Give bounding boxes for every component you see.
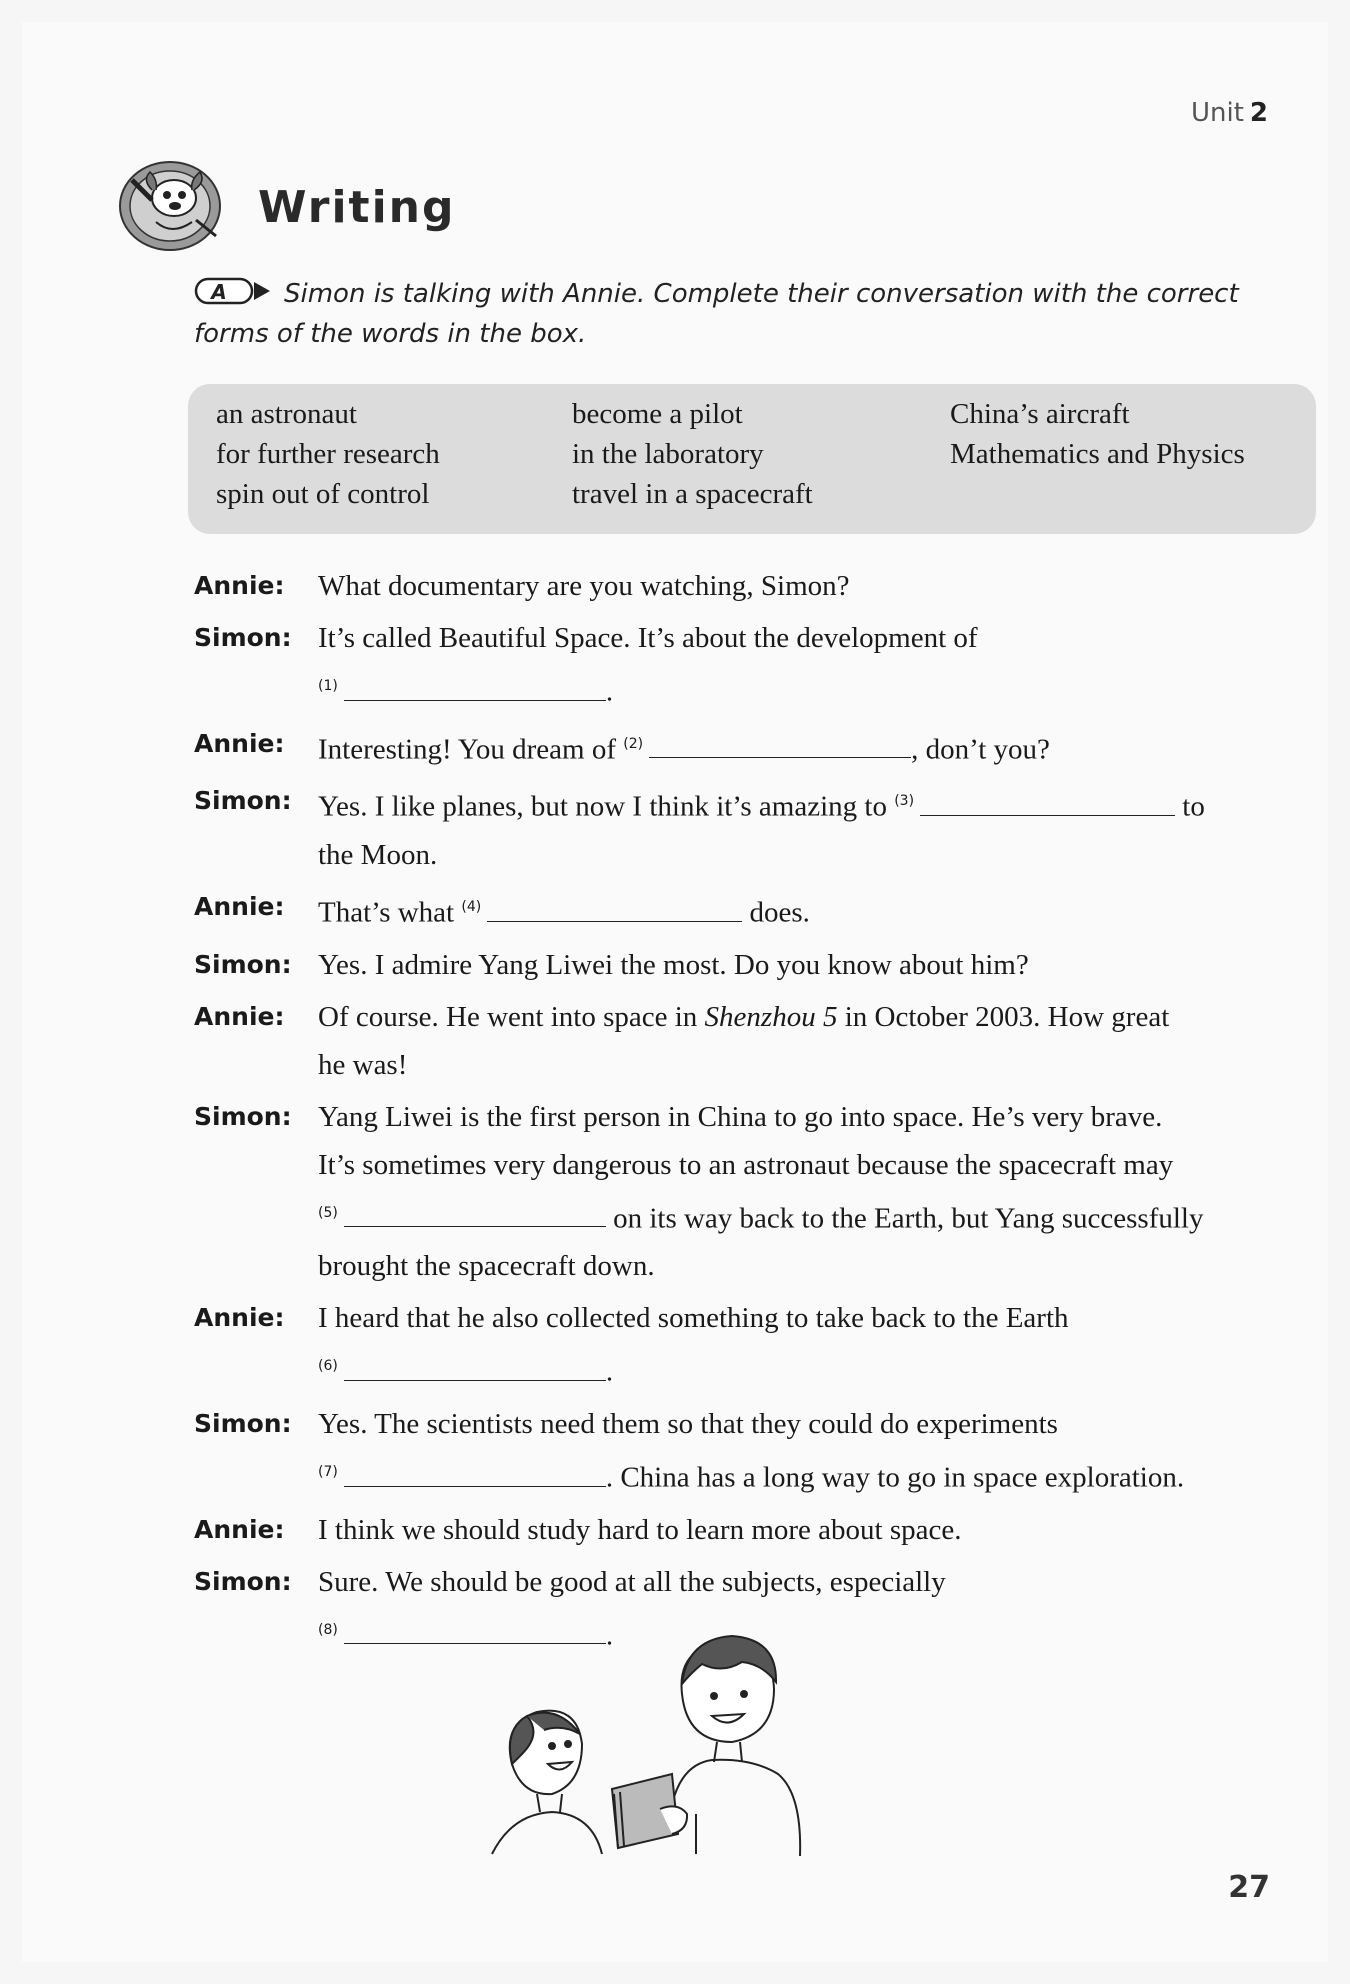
section-title: Writing bbox=[258, 182, 456, 233]
speaker-label: Simon: bbox=[194, 1566, 292, 1596]
dialogue-line bbox=[194, 941, 1324, 989]
speech-text: . bbox=[605, 1355, 614, 1388]
blank-number: (2) bbox=[623, 735, 644, 752]
blank-number: (8) bbox=[318, 1621, 338, 1638]
blank-number: (4) bbox=[461, 898, 482, 915]
speech-text: to bbox=[1182, 790, 1205, 823]
dialogue-line bbox=[194, 777, 1324, 879]
svg-text:A: A bbox=[211, 280, 227, 304]
unit-label: Unit 2 bbox=[1190, 98, 1268, 128]
speaker-label: Simon: bbox=[194, 1101, 292, 1131]
spacecraft-name: Shenzhou 5 bbox=[704, 1000, 838, 1033]
speech-text: It’s called Beautiful Space. It’s about the development of bbox=[318, 622, 978, 654]
speaker-label: Annie: bbox=[194, 1303, 285, 1333]
speech-text: brought the spacecraft down. bbox=[318, 1250, 655, 1283]
speech-text: in October 2003. How great bbox=[844, 1000, 1170, 1033]
speech-text: I think we should study hard to learn more about space. bbox=[318, 1513, 962, 1546]
speech-text: . bbox=[605, 675, 614, 708]
speech-text: What documentary are you watching, Simon? bbox=[318, 570, 850, 602]
astronaut-dog-icon bbox=[112, 150, 232, 254]
answer-blank-2[interactable] bbox=[649, 733, 911, 758]
word-item: Mathematics and Physics bbox=[950, 438, 1245, 470]
speech-text: Yes. The scientists need them so that they could do experiments bbox=[318, 1407, 1058, 1440]
answer-blank-4[interactable] bbox=[487, 897, 742, 922]
dialogue bbox=[194, 562, 1324, 1659]
speaker-label: Simon: bbox=[194, 623, 292, 652]
blank-number: (6) bbox=[318, 1358, 338, 1375]
speech-text: the Moon. bbox=[318, 838, 438, 871]
speech-text: . bbox=[605, 1619, 614, 1652]
speech-text: That’s what bbox=[318, 896, 455, 929]
answer-blank-6[interactable] bbox=[344, 1356, 606, 1381]
dialogue-line bbox=[194, 883, 1324, 937]
blank-number: (7) bbox=[318, 1463, 338, 1480]
speaker-label: Annie: bbox=[194, 1514, 285, 1544]
speech-text: Sure. We should be good at all the subjects, especially bbox=[318, 1565, 946, 1598]
word-item: China’s aircraft bbox=[950, 398, 1130, 430]
word-box-column-2 bbox=[572, 394, 813, 514]
speaker-label: Annie: bbox=[194, 891, 285, 921]
answer-blank-7[interactable] bbox=[344, 1462, 606, 1487]
speaker-label: Simon: bbox=[194, 1408, 292, 1438]
speech-text: Yes. I admire Yang Liwei the most. Do you know about him? bbox=[318, 948, 1029, 981]
word-box-column-3 bbox=[950, 394, 1245, 474]
dialogue-line bbox=[194, 720, 1324, 774]
annie-and-simon-illustration bbox=[482, 1634, 862, 1864]
dialogue-line bbox=[194, 1294, 1324, 1396]
word-item: for further research bbox=[216, 438, 440, 470]
speech-text: he was! bbox=[318, 1048, 408, 1081]
dialogue-line bbox=[194, 1093, 1324, 1291]
exercise-instruction bbox=[194, 274, 1304, 354]
blank-number: (5) bbox=[318, 1204, 338, 1221]
word-item: in the laboratory bbox=[572, 438, 764, 470]
dialogue-line bbox=[194, 614, 1324, 716]
speech-text: It’s sometimes very dangerous to an astronaut because the spacecraft may bbox=[318, 1148, 1174, 1181]
speech-text: Yes. I like planes, but now I think it’s amazing to bbox=[318, 790, 887, 823]
word-box-column-1 bbox=[216, 394, 440, 514]
instruction-text: Simon is talking with Annie. Complete their conversation with the correct forms of the words in the box. bbox=[194, 279, 1239, 349]
word-item: spin out of control bbox=[216, 478, 430, 510]
speech-text: Interesting! You dream of bbox=[318, 733, 617, 766]
dialogue-line bbox=[194, 993, 1324, 1089]
blank-number: (1) bbox=[318, 678, 338, 694]
answer-blank-5[interactable] bbox=[344, 1202, 606, 1227]
speaker-label: Annie: bbox=[194, 1001, 285, 1031]
speaker-label: Annie: bbox=[194, 571, 285, 600]
dialogue-line bbox=[194, 1506, 1324, 1554]
answer-blank-3[interactable] bbox=[920, 791, 1175, 816]
word-box bbox=[188, 384, 1316, 534]
speech-text: does. bbox=[749, 896, 810, 929]
word-item: travel in a spacecraft bbox=[572, 478, 813, 510]
speaker-label: Annie: bbox=[194, 728, 285, 758]
dialogue-line bbox=[194, 1400, 1324, 1502]
exercise-badge bbox=[194, 276, 274, 306]
worksheet-page bbox=[22, 22, 1328, 1962]
blank-number: (3) bbox=[894, 793, 915, 810]
speaker-label: Simon: bbox=[194, 786, 292, 816]
speech-text: Yang Liwei is the first person in China to go into space. He’s very brave. bbox=[318, 1100, 1163, 1133]
speaker-label: Simon: bbox=[194, 949, 292, 979]
dialogue-line bbox=[194, 562, 1324, 610]
speech-text: , don’t you? bbox=[911, 733, 1050, 766]
word-item: an astronaut bbox=[216, 398, 357, 430]
speech-text: . China has a long way to go in space exploration. bbox=[605, 1461, 1185, 1494]
speech-text: on its way back to the Earth, but Yang successfully bbox=[613, 1202, 1204, 1235]
answer-blank-1[interactable] bbox=[344, 676, 606, 701]
word-item: become a pilot bbox=[572, 398, 743, 430]
speech-text: Of course. He went into space in bbox=[318, 1000, 698, 1033]
page-number: 27 bbox=[1228, 1870, 1270, 1905]
speech-text: I heard that he also collected something to take back to the Earth bbox=[318, 1302, 1069, 1335]
